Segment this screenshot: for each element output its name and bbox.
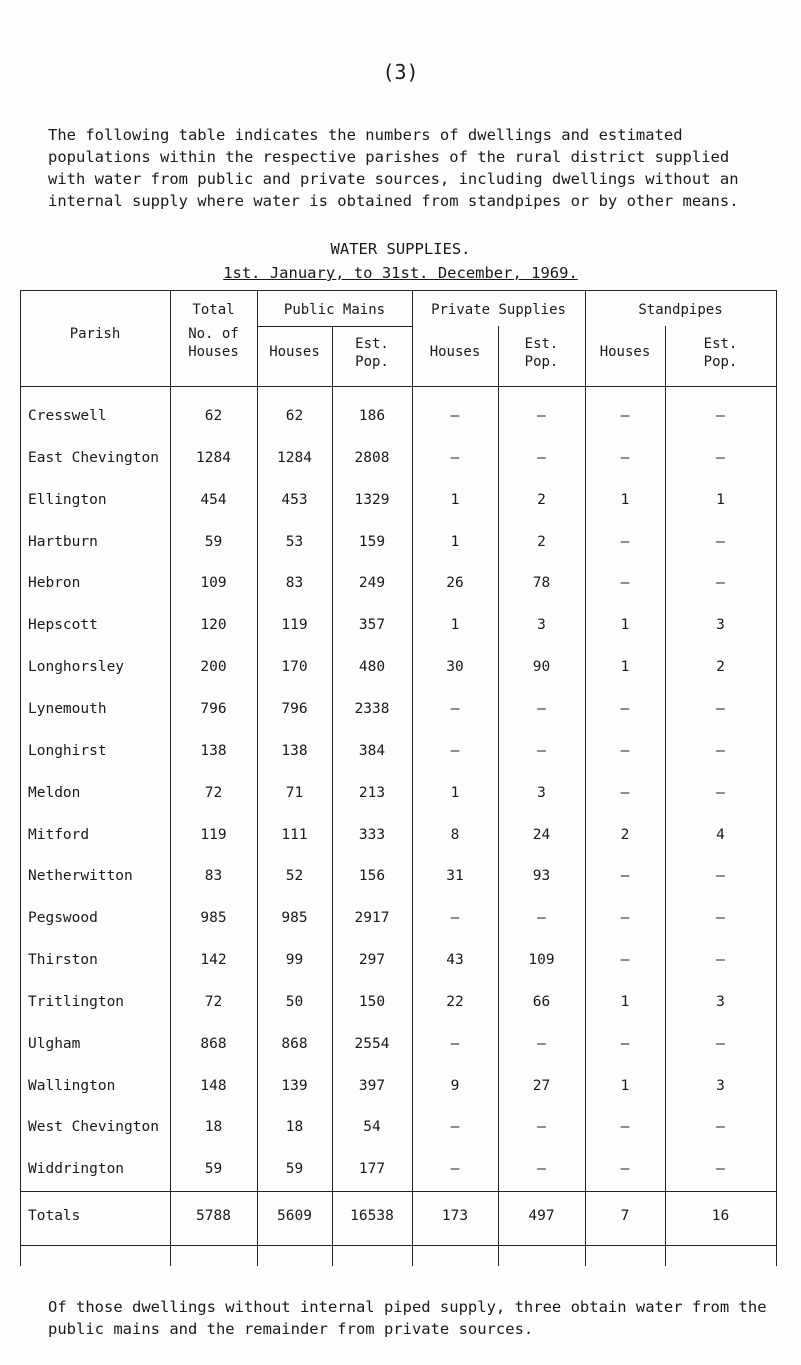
table-left-rule bbox=[20, 290, 21, 1266]
cell-total: 62 bbox=[204, 408, 223, 424]
cell-std-h: – bbox=[620, 743, 630, 759]
cell-priv-h: 1 bbox=[450, 617, 460, 633]
cell-pub-p: 156 bbox=[358, 868, 386, 884]
cell-priv-p: 27 bbox=[532, 1078, 551, 1094]
cell-priv-p: 78 bbox=[532, 575, 551, 591]
cell-priv-p: – bbox=[537, 1036, 546, 1052]
header-private-houses: Houses bbox=[429, 344, 481, 360]
cell-std-h: – bbox=[620, 1036, 630, 1052]
cell-std-h: – bbox=[620, 910, 630, 926]
cell-priv-h: – bbox=[450, 1036, 460, 1052]
cell-pub-h: 53 bbox=[285, 534, 304, 550]
cell-total: 72 bbox=[204, 785, 223, 801]
cell-std-p: 3 bbox=[716, 1078, 725, 1094]
cell-total: 59 bbox=[204, 1161, 223, 1177]
cell-priv-h: 1 bbox=[450, 785, 460, 801]
cell-std-h: – bbox=[620, 952, 630, 968]
cell-priv-h: 43 bbox=[446, 952, 464, 968]
cell-std-p: – bbox=[716, 1119, 725, 1135]
cell-pub-p: 177 bbox=[358, 1161, 386, 1177]
cell-pub-h: 59 bbox=[285, 1161, 304, 1177]
cell-std-h: – bbox=[620, 1119, 630, 1135]
header-standpipe-est: Est. bbox=[703, 336, 738, 352]
cell-pub-p: 159 bbox=[358, 534, 386, 550]
cell-priv-p: – bbox=[537, 910, 546, 926]
cell-priv-p: – bbox=[537, 1119, 546, 1135]
cell-std-p: – bbox=[716, 743, 725, 759]
header-standpipe-houses: Houses bbox=[599, 344, 651, 360]
totals-label: Totals bbox=[28, 1208, 81, 1224]
parish-name: Ulgham bbox=[28, 1036, 81, 1052]
cell-std-p: 3 bbox=[716, 617, 725, 633]
cell-pub-h: 985 bbox=[281, 910, 308, 926]
cell-total: 138 bbox=[200, 743, 227, 759]
header-public-est: Est. bbox=[355, 336, 389, 352]
parish-name: Tritlington bbox=[28, 994, 125, 1010]
header-parish: Parish bbox=[69, 326, 121, 342]
cell-std-p: 4 bbox=[716, 827, 725, 843]
cell-total: 868 bbox=[200, 1036, 227, 1052]
totals-top-rule bbox=[20, 1191, 776, 1192]
total-pub-p: 16538 bbox=[350, 1208, 394, 1224]
table-subtitle bbox=[0, 264, 801, 282]
cell-priv-p: – bbox=[537, 408, 546, 424]
cell-pub-h: 796 bbox=[281, 701, 308, 717]
footer-paragraph: Of those dwellings without internal piped supply, three obtain water from the public mains and the remainder from private sources. bbox=[48, 1298, 767, 1338]
cell-std-h: – bbox=[620, 701, 630, 717]
cell-priv-h: 1 bbox=[450, 492, 460, 508]
cell-std-p: – bbox=[716, 534, 725, 550]
header-private-supplies: Private Supplies bbox=[431, 302, 566, 318]
cell-pub-p: 397 bbox=[358, 1078, 386, 1094]
total-total: 5788 bbox=[196, 1208, 231, 1224]
cell-priv-h: – bbox=[450, 743, 460, 759]
cell-std-p: – bbox=[716, 1161, 725, 1177]
cell-priv-h: 26 bbox=[446, 575, 464, 591]
cell-std-h: – bbox=[620, 868, 630, 884]
header-public-pop: Pop. bbox=[355, 354, 389, 370]
cell-pub-p: 357 bbox=[358, 617, 386, 633]
cell-pub-p: 384 bbox=[358, 743, 386, 759]
cell-pub-p: 480 bbox=[358, 659, 386, 675]
cell-std-h: – bbox=[620, 785, 630, 801]
cell-total: 120 bbox=[200, 617, 227, 633]
cell-pub-h: 170 bbox=[281, 659, 308, 675]
cell-priv-h: – bbox=[450, 1161, 460, 1177]
cell-std-h: 1 bbox=[620, 994, 630, 1010]
cell-total: 142 bbox=[200, 952, 227, 968]
cell-pub-h: 868 bbox=[281, 1036, 308, 1052]
table-bottom-rule bbox=[20, 1245, 776, 1246]
cell-std-h: 2 bbox=[620, 827, 630, 843]
cell-total: 18 bbox=[204, 1119, 223, 1135]
cell-std-p: – bbox=[716, 868, 725, 884]
cell-std-h: 1 bbox=[620, 659, 630, 675]
parish-name: Lynemouth bbox=[28, 701, 107, 717]
cell-pub-h: 83 bbox=[285, 575, 304, 591]
cell-priv-p: 66 bbox=[532, 994, 551, 1010]
cell-pub-h: 139 bbox=[281, 1078, 308, 1094]
cell-total: 454 bbox=[200, 492, 227, 508]
cell-priv-h: – bbox=[450, 1119, 460, 1135]
cell-pub-p: 2917 bbox=[354, 910, 390, 926]
cell-total: 83 bbox=[204, 868, 223, 884]
cell-pub-h: 18 bbox=[285, 1119, 304, 1135]
cell-pub-h: 50 bbox=[285, 994, 304, 1010]
intro-paragraph: The following table indicates the numbers of dwellings and estimated populations within the respective parishes of the rural district supplied with water from public and private sources, including dwellings without an internal supply where water is obtained from standpipes or by other means. bbox=[48, 126, 739, 210]
parish-name: Hartburn bbox=[28, 534, 98, 550]
cell-total: 796 bbox=[200, 701, 227, 717]
header-private-est: Est. bbox=[524, 336, 559, 352]
cell-total: 985 bbox=[200, 910, 227, 926]
parish-name: Thirston bbox=[28, 952, 98, 968]
cell-std-p: – bbox=[716, 785, 725, 801]
parish-name: Netherwitton bbox=[28, 868, 133, 884]
parish-name: Wallington bbox=[28, 1078, 116, 1094]
table-top-rule bbox=[20, 290, 776, 291]
parish-name: Mitford bbox=[28, 827, 90, 843]
cell-pub-p: 2338 bbox=[354, 701, 390, 717]
table-title: WATER SUPPLIES. bbox=[330, 240, 471, 258]
cell-pub-p: 2554 bbox=[354, 1036, 390, 1052]
parish-name: Pegswood bbox=[28, 910, 98, 926]
cell-std-h: – bbox=[620, 450, 630, 466]
cell-priv-h: 31 bbox=[446, 868, 464, 884]
cell-std-h: – bbox=[620, 534, 630, 550]
cell-pub-p: 150 bbox=[358, 994, 386, 1010]
page-number: (3) bbox=[382, 60, 419, 84]
cell-std-p: – bbox=[716, 1036, 725, 1052]
cell-priv-p: 24 bbox=[532, 827, 551, 843]
cell-priv-p: 2 bbox=[537, 534, 546, 550]
cell-pub-h: 119 bbox=[281, 617, 308, 633]
cell-total: 109 bbox=[200, 575, 227, 591]
header-bottom-rule bbox=[20, 386, 776, 387]
cell-std-p: – bbox=[716, 450, 725, 466]
cell-std-h: – bbox=[620, 1161, 630, 1177]
cell-priv-p: – bbox=[537, 701, 546, 717]
parish-name: Widdrington bbox=[28, 1161, 125, 1177]
parish-name: Meldon bbox=[28, 785, 81, 801]
cell-std-h: – bbox=[620, 575, 630, 591]
cell-std-p: – bbox=[716, 952, 725, 968]
cell-priv-h: – bbox=[450, 701, 460, 717]
cell-pub-p: 1329 bbox=[354, 492, 390, 508]
water-supplies-table bbox=[20, 290, 776, 1266]
cell-priv-p: – bbox=[537, 450, 546, 466]
cell-priv-p: – bbox=[537, 1161, 546, 1177]
cell-total: 72 bbox=[204, 994, 223, 1010]
cell-pub-p: 54 bbox=[363, 1119, 381, 1135]
cell-std-h: – bbox=[620, 408, 630, 424]
cell-priv-p: 2 bbox=[537, 492, 546, 508]
cell-priv-h: 8 bbox=[450, 827, 460, 843]
parish-name: Hebron bbox=[28, 575, 81, 591]
cell-std-p: – bbox=[716, 701, 725, 717]
cell-pub-h: 453 bbox=[281, 492, 308, 508]
total-priv-h: 173 bbox=[441, 1208, 469, 1224]
cell-pub-h: 1284 bbox=[277, 450, 312, 466]
cell-pub-h: 71 bbox=[285, 785, 304, 801]
cell-std-p: 3 bbox=[716, 994, 725, 1010]
parish-name: East Chevington bbox=[28, 450, 159, 466]
cell-total: 119 bbox=[200, 827, 227, 843]
cell-pub-h: 111 bbox=[281, 827, 308, 843]
cell-std-p: – bbox=[716, 408, 725, 424]
cell-priv-h: – bbox=[450, 450, 460, 466]
header-standpipes: Standpipes bbox=[638, 302, 723, 318]
cell-priv-h: 30 bbox=[446, 659, 464, 675]
cell-priv-h: 1 bbox=[450, 534, 460, 550]
parish-name: Ellington bbox=[28, 492, 107, 508]
parish-name: West Chevington bbox=[28, 1119, 159, 1135]
cell-std-h: 1 bbox=[620, 1078, 630, 1094]
header-private-pop: Pop. bbox=[524, 354, 559, 370]
parish-name: Hepscott bbox=[28, 617, 98, 633]
cell-priv-p: 3 bbox=[537, 785, 546, 801]
cell-priv-h: – bbox=[450, 408, 460, 424]
header-total-1: Total bbox=[192, 302, 235, 318]
cell-std-p: 1 bbox=[716, 492, 725, 508]
cell-total: 59 bbox=[204, 534, 223, 550]
total-priv-p: 497 bbox=[528, 1208, 555, 1224]
cell-total: 1284 bbox=[196, 450, 231, 466]
cell-total: 148 bbox=[200, 1078, 227, 1094]
cell-pub-p: 249 bbox=[358, 575, 386, 591]
parish-name: Longhirst bbox=[28, 743, 107, 759]
public-sub-rule bbox=[257, 326, 412, 327]
cell-pub-p: 213 bbox=[358, 785, 386, 801]
cell-priv-h: 9 bbox=[450, 1078, 460, 1094]
header-standpipe-pop: Pop. bbox=[703, 354, 738, 370]
cell-std-p: – bbox=[716, 575, 725, 591]
cell-priv-h: – bbox=[450, 910, 460, 926]
total-std-h: 7 bbox=[620, 1208, 630, 1224]
cell-pub-h: 138 bbox=[281, 743, 308, 759]
total-std-p: 16 bbox=[711, 1208, 730, 1224]
cell-std-p: – bbox=[716, 910, 725, 926]
header-total-2: No. of bbox=[188, 326, 239, 342]
cell-std-p: 2 bbox=[716, 659, 725, 675]
cell-pub-h: 99 bbox=[285, 952, 304, 968]
date-range: 1st. January, to 31st. December, 1969. bbox=[223, 264, 578, 282]
parish-name: Longhorsley bbox=[28, 659, 125, 675]
cell-pub-p: 297 bbox=[358, 952, 386, 968]
cell-pub-h: 52 bbox=[285, 868, 304, 884]
header-total-3: Houses bbox=[188, 344, 239, 360]
header-public-houses: Houses bbox=[269, 344, 320, 360]
cell-priv-p: 90 bbox=[532, 659, 551, 675]
cell-pub-p: 186 bbox=[358, 408, 386, 424]
cell-priv-p: – bbox=[537, 743, 546, 759]
cell-priv-h: 22 bbox=[446, 994, 464, 1010]
cell-std-h: 1 bbox=[620, 492, 630, 508]
cell-priv-p: 3 bbox=[537, 617, 546, 633]
parish-name: Cresswell bbox=[28, 408, 107, 424]
cell-std-h: 1 bbox=[620, 617, 630, 633]
cell-total: 200 bbox=[200, 659, 227, 675]
cell-pub-h: 62 bbox=[285, 408, 304, 424]
cell-priv-p: 93 bbox=[532, 868, 551, 884]
cell-pub-p: 2808 bbox=[354, 450, 390, 466]
cell-pub-p: 333 bbox=[358, 827, 386, 843]
cell-priv-p: 109 bbox=[528, 952, 555, 968]
total-pub-h: 5609 bbox=[277, 1208, 312, 1224]
table-right-rule bbox=[776, 290, 777, 1266]
header-public-mains: Public Mains bbox=[283, 302, 386, 318]
